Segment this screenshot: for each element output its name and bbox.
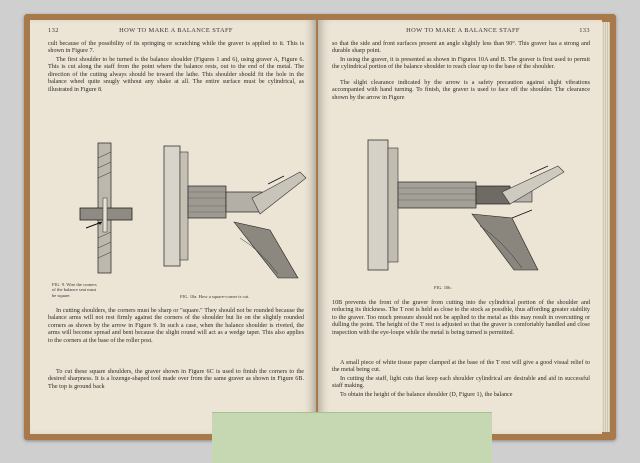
left-paragraph-1: cult because of the possibility of its springing or scratching while the graver is applied to it. This is shown in Figure 7.	[48, 41, 304, 55]
figure-10b-illustration	[362, 130, 572, 280]
right-paragraph-4: 10B prevents the front of the graver from cutting into the cylindrical portion of the shoulder and reducing its thickness. The T rest is held as close to the stock as possible, thus affording greater stability to the graver. Too much pressure should not be applied to the metal as this may result in overcutting or dulling the point. The height of the T rest is adjusted so that the graver is comfortably handled and close inspection with the eye-loupe while the metal is being turned is permitted.	[332, 300, 590, 336]
figure-10a-illustration	[150, 138, 310, 283]
left-paragraph-3: In cutting shoulders, the corners must be sharp or "square." They should not be rounded because the balance arms will not rest firmly against the corners of the shoulder but lie on the slightly rounded corners as shown by the arrow in Figure 9. In such a case, when the balance shoulder is riveted, the arms will become spread and bent because the slight round will act as a wedge taper. This also applies to the corners at the base of the roller post.	[48, 308, 304, 344]
figure-9-illustration	[76, 138, 136, 283]
right-running-head: HOW TO MAKE A BALANCE STAFF	[406, 27, 520, 34]
right-page-number: 133	[579, 27, 590, 34]
left-paragraph-4: To cut these square shoulders, the graver shown in Figure 6C is used to finish the corners to the desired sharpness. It is a lozenge-shaped tool made over from the same graver as shown in Figure 6B. The top is ground back	[48, 369, 304, 390]
left-page-number: 132	[48, 27, 59, 34]
right-page	[318, 20, 602, 434]
left-running-header	[48, 27, 304, 37]
left-page	[30, 20, 316, 434]
right-paragraph-2: In using the graver, it is presented as shown in Figures 10A and B. The graver is first used to permit the cylindrical portion of the balance shoulder to reach clear up to the base of the shoulder.	[332, 57, 590, 71]
left-running-head: HOW TO MAKE A BALANCE STAFF	[119, 27, 233, 34]
green-paper-strip	[212, 412, 492, 463]
page-edges	[602, 22, 610, 432]
right-paragraph-7: To obtain the height of the balance shoulder (D, Figure 1), the balance	[340, 392, 513, 398]
right-paragraph-6: In cutting the staff, light cuts that keep each shoulder cylindrical are desirable and aid in successful staff making.	[332, 376, 590, 390]
left-paragraph-2: The first shoulder to be turned is the balance shoulder (Figures 1 and 6), using graver A, Figure 6. This is cut along the staff from the point where the balance rests, out to the end of the metal. The direction of the cutting always should be toward the lathe. This shoulder should fit the hole in the balance wheel quite snugly without any shake at all. The entire surface must be cylindrical, as illustrated in Figure 8.	[48, 57, 304, 93]
right-paragraph-3: The slight clearance indicated by the arrow is a safety precaution against slight vibrations accompanied with hand turning. To finish, the graver is used to face off the shoulder. The clearance shown by the arrow in Figure	[332, 80, 590, 101]
fig9-caption: FIG. 9. Wire the corners of the balance seat must be square.	[52, 282, 97, 298]
right-running-header	[336, 27, 590, 37]
fig10b-caption: FIG. 10b.	[434, 285, 452, 290]
right-paragraph-1: so that the side and front surfaces present an angle slightly less than 90°. This graver has a strong and durable sharp point.	[332, 41, 590, 55]
right-paragraph-5: A small piece of white tissue paper clamped at the base of the T rest will give a good visual relief to the metal being cut.	[332, 360, 590, 374]
fig10a-caption: FIG. 10a. How a square-corner is cut.	[180, 294, 250, 299]
